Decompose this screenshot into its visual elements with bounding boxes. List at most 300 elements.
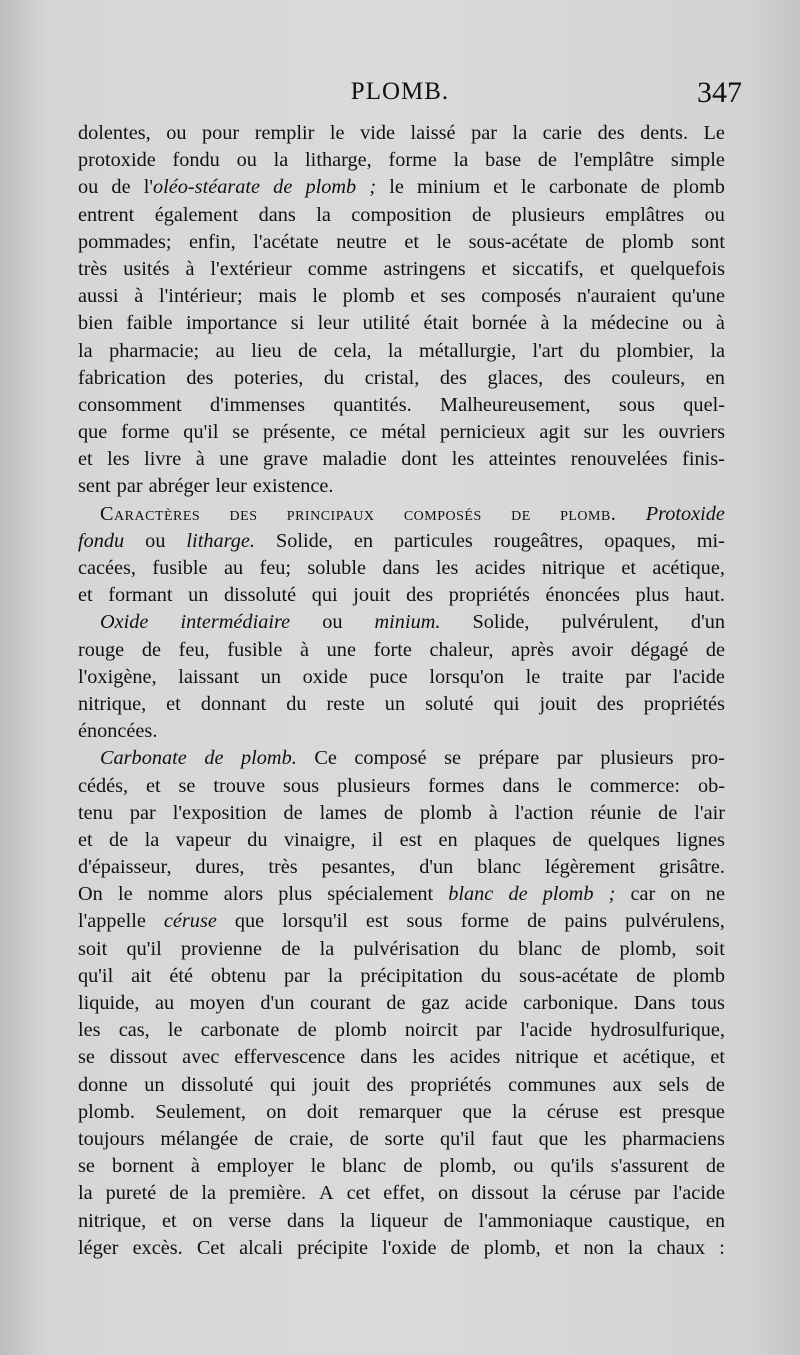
word: d'un [419,856,454,879]
word: sous [283,774,320,797]
word: ou [322,611,343,634]
word: au [154,992,175,1014]
word: et [481,257,497,280]
word: dents. [640,122,689,144]
text-line [78,881,725,908]
word: sels [658,1073,690,1096]
word: est [399,828,423,851]
word: la [562,312,578,335]
word: dissout [109,1046,168,1069]
word: ouvriers [658,421,725,444]
word: du [478,937,499,960]
word: et [146,774,161,797]
word: plomb, [483,1236,541,1259]
word: glaces, [487,366,544,389]
word: existence. [252,475,334,498]
word: finis- [682,448,725,471]
word: métallurgie, [419,339,517,362]
word: emplâtres [605,203,685,226]
word: le [117,883,133,906]
word: rougeâtres, [493,529,584,552]
word: grisâtre. [659,856,725,879]
word: dans [258,203,296,226]
word: de [204,747,224,770]
word: car [630,883,656,906]
word: que [78,421,108,444]
word: lames [319,801,367,824]
word: nitrique, [78,1209,147,1232]
text-line [78,800,725,827]
word: employer [216,1155,294,1178]
word: nitrique [515,1046,579,1069]
word: Seulement, [155,1100,246,1123]
word: pulvérisation [353,937,460,960]
text-line [78,637,725,664]
text-line [78,1235,725,1262]
word: de [581,937,601,960]
text-line [78,1180,725,1207]
word: si [290,312,305,335]
word: de [705,1155,725,1178]
word: aux [612,1073,642,1096]
word: bornent [111,1155,174,1178]
word: pernicieux [440,421,526,444]
word: à [195,448,205,471]
word: effervescence [234,1046,346,1069]
word: liquide, [78,992,140,1014]
word: plus [278,883,313,906]
word: et [78,448,93,471]
word: de [705,1073,725,1096]
word: d'un [260,992,295,1014]
word: l'emplâtre [573,149,655,172]
word: faut [491,1127,523,1150]
word: liqueur [370,1209,428,1232]
word: usités [123,257,170,280]
word: plomb [621,230,674,253]
word: donnant [200,692,267,715]
word: ait [131,964,152,987]
word: lorsqu'il [282,910,348,933]
word: le [329,122,345,144]
word: l'ammoniaque [478,1209,593,1232]
word: composés [481,285,562,308]
word: Le [703,122,725,144]
word: par [556,747,583,770]
word: la [319,937,335,960]
word: soluté [425,692,474,715]
text-line [78,1072,725,1099]
page-number: 347 [697,76,742,109]
word: mélangée [160,1127,239,1150]
word: plomb, [439,1155,497,1178]
word: jouit [312,1073,350,1096]
text-line [78,1017,725,1044]
text-line [78,446,725,473]
word: forme [121,421,170,444]
word: le [557,774,573,797]
text-line [78,310,725,337]
word: de [169,1182,189,1205]
word: Protoxide [645,502,725,525]
word: à [488,801,498,824]
word: acide [464,992,508,1014]
word: laissant [178,665,240,688]
word: ses [440,285,466,308]
text-line [78,582,725,609]
word: pommades; [78,230,172,253]
word: soit [78,937,108,960]
word: pulvérulens, [625,910,725,933]
word: pour [201,122,240,144]
word: après [511,638,554,661]
word: de [527,910,547,933]
word: sont [691,230,725,253]
word: l'oxide [382,1236,437,1259]
word: qu'ils [550,1155,594,1178]
word: ; [369,176,377,199]
word: l'appelle [78,910,146,933]
word: faible [126,312,173,335]
word: Dans [633,992,676,1014]
word: et [78,584,93,607]
word: d'immenses [210,393,305,416]
word: de [640,176,660,199]
word: plomb [542,883,594,906]
word: précipite [297,1236,369,1259]
word: plomb [673,176,725,199]
word: de [403,1155,423,1178]
text-line [78,773,725,800]
word: plombier, [616,339,694,362]
word: dissout [471,1182,529,1205]
word: des [596,692,624,715]
word: par [476,1019,502,1042]
word: plaques [474,828,537,851]
word: de [111,176,131,199]
word: de [658,801,678,824]
word: alcali [239,1236,283,1259]
word: formes [428,774,485,797]
word: que [462,1100,492,1123]
word: la [339,1209,355,1232]
word: protoxide [78,149,156,172]
word: métal [381,421,427,444]
word: de [297,1019,317,1042]
word: vinaigre, [283,828,356,851]
word: l'oxigène, [78,665,157,688]
word: plomb [342,285,395,308]
word: plusieurs [511,203,585,226]
word: dans [382,557,420,579]
word: de [636,964,656,987]
word: par [116,475,143,498]
word: reste [326,692,365,715]
word: propriétés [410,1073,492,1096]
word: poteries, [234,366,304,389]
word: au [215,339,235,362]
word: de [537,149,558,172]
text-line [78,528,725,555]
word: formant [108,584,173,607]
word: couleurs, [611,366,686,389]
word: dont [401,448,438,471]
word: les [78,1019,101,1042]
word: vapeur [175,828,231,851]
word: remarquer [358,1100,443,1123]
word: pains [564,910,608,933]
text-line [78,419,725,446]
word: grave [263,448,309,471]
word: en [438,828,458,851]
word: de [141,638,161,661]
word: des [597,122,625,144]
word: forme [388,149,437,172]
word: acides [449,1046,501,1069]
word: plomb. [78,1100,135,1123]
word: de [705,638,725,661]
word: fondu [172,149,220,172]
word: plomb [305,176,357,199]
text-line [78,501,725,528]
word: non [583,1236,614,1259]
word: alors [223,883,264,906]
word: utilité [362,312,410,335]
word: simple [670,149,725,172]
text-line [78,338,725,365]
word: l'oléo-stéarate [143,176,261,199]
text-line [78,1153,725,1180]
word: provienne [180,937,263,960]
word: plomb, [619,937,677,960]
word: sous [618,393,655,416]
word: fabrication [78,366,166,389]
text-line [78,936,725,963]
word: l'air [694,801,725,824]
word: la [144,828,160,851]
word: et [493,176,508,199]
word: craie, [289,1127,334,1150]
word: pharmaciens [622,1127,725,1150]
word: est [619,1100,642,1123]
word: forte [373,638,412,661]
word: le [310,1155,326,1178]
word: sent [78,475,111,498]
word: céruse [163,910,217,933]
word: des [563,366,591,389]
word: Caractères [100,502,201,525]
word: forme [460,910,510,933]
word: de [383,801,404,824]
word: plus [635,584,670,607]
word: effet, [383,1182,426,1205]
word: puce [369,665,408,688]
word: cristal, [364,366,420,389]
word: et [78,828,93,851]
word: hydrosulfurique, [590,1019,725,1042]
word: tenu [78,801,113,824]
word: aussi [78,285,119,308]
word: acétique, [622,1046,696,1069]
text-line [78,1099,725,1126]
word: ne [705,883,725,906]
word: acétique, [652,557,725,579]
word: et [554,1236,570,1259]
word: de [508,883,528,906]
word: médecine [591,312,669,335]
word: précipitation [360,964,463,987]
word: On [78,883,103,906]
word: quantités. [333,393,412,416]
word: un [188,584,209,607]
running-title: PLOMB. [350,78,450,105]
word: léger [78,1236,119,1259]
word: de [386,992,406,1014]
word: que [234,910,265,933]
word: sur [583,421,609,444]
word: agit [539,421,570,444]
word: la [627,1236,643,1259]
text-line [78,256,725,283]
word: : [719,1236,725,1259]
word: livre [144,448,182,471]
word: leur [317,312,350,335]
word: le [312,285,328,308]
text-line [78,120,725,147]
word: la [201,1182,216,1205]
text-line [78,718,725,745]
word: astringens [383,257,466,280]
word: remplir [254,122,315,144]
word: dures, [195,856,245,879]
text-line [78,990,725,1017]
text-line [78,473,725,500]
word: de [585,230,605,253]
word: lieu [251,339,282,362]
word: qu'il [78,964,114,987]
word: principaux [286,502,375,525]
word: et [166,692,181,715]
word: laissé [410,122,456,144]
word: Ce [314,747,337,770]
word: minium [417,176,481,199]
word: cacées, [78,557,136,579]
word: commerce: [589,774,681,797]
text-line [78,229,725,256]
word: Oxide [100,611,149,634]
word: les [107,448,130,471]
word: trouve [213,774,266,797]
word: ou [704,203,725,226]
word: plusieurs [600,747,674,770]
word: qu'une [671,285,725,308]
word: par [625,665,652,688]
word: était [423,312,459,335]
word: lignes [676,828,725,851]
word: maladie [322,448,387,471]
word: caustique, [608,1209,691,1232]
word: énoncées [545,584,620,607]
word: le [167,1019,183,1042]
word: de [273,176,293,199]
word: ; [608,883,616,906]
word: pulvérulent, [561,611,659,634]
word: les [583,1127,607,1150]
word: à [300,638,310,661]
word: la [78,1182,93,1205]
word: se [444,747,461,770]
word: très [268,856,298,879]
word: nitrique [541,557,605,579]
word: très [78,257,108,280]
word: dans [502,774,540,797]
text-line [78,1208,725,1235]
word: toujours [78,1127,145,1150]
word: Malheureusement, [440,393,591,416]
word: énoncées. [78,720,158,743]
text-line [78,202,725,229]
word: se [78,1046,95,1069]
text-line [78,283,725,310]
word: l'acide [672,1182,725,1205]
word: composition [351,203,452,226]
word: composés [403,502,482,525]
word: mi- [696,529,725,552]
word: les [622,421,645,444]
word: communes [508,1073,596,1096]
word: propriétés [448,584,530,607]
word: blanc [448,883,494,906]
word: ce [349,421,368,444]
word: chaux [656,1236,706,1259]
word: carie [542,122,583,144]
word: carbonate [200,1019,280,1042]
word: quelques [587,828,661,851]
text-line [78,664,725,691]
word: de [281,937,301,960]
word: bien [78,312,113,335]
word: pesantes, [321,856,396,879]
word: à [185,257,195,280]
word: une [326,638,356,661]
word: de [349,1127,369,1150]
word: gaz [421,992,450,1014]
word: ou [78,176,99,199]
word: oxide [302,665,348,688]
word: abréger [148,475,210,498]
word: on [266,1100,287,1123]
word: importance [186,312,278,335]
word: Solide, [472,611,530,634]
word: du [286,692,307,715]
word: excès. [132,1236,183,1259]
word: qu'il [126,937,162,960]
word: légèrement [545,856,636,879]
word: au [223,557,244,579]
word: minium. [374,611,441,634]
word: plomb [673,964,725,987]
word: intermédiaire [180,611,291,634]
word: qui [493,692,520,715]
word: l'acétate [253,230,319,253]
text-line [78,174,725,201]
word: lorsqu'on [429,665,504,688]
word: vide [360,122,395,144]
word: blanc [518,937,562,960]
word: ou [513,1155,534,1178]
word: carbonique. [523,992,619,1014]
word: du [323,366,345,389]
